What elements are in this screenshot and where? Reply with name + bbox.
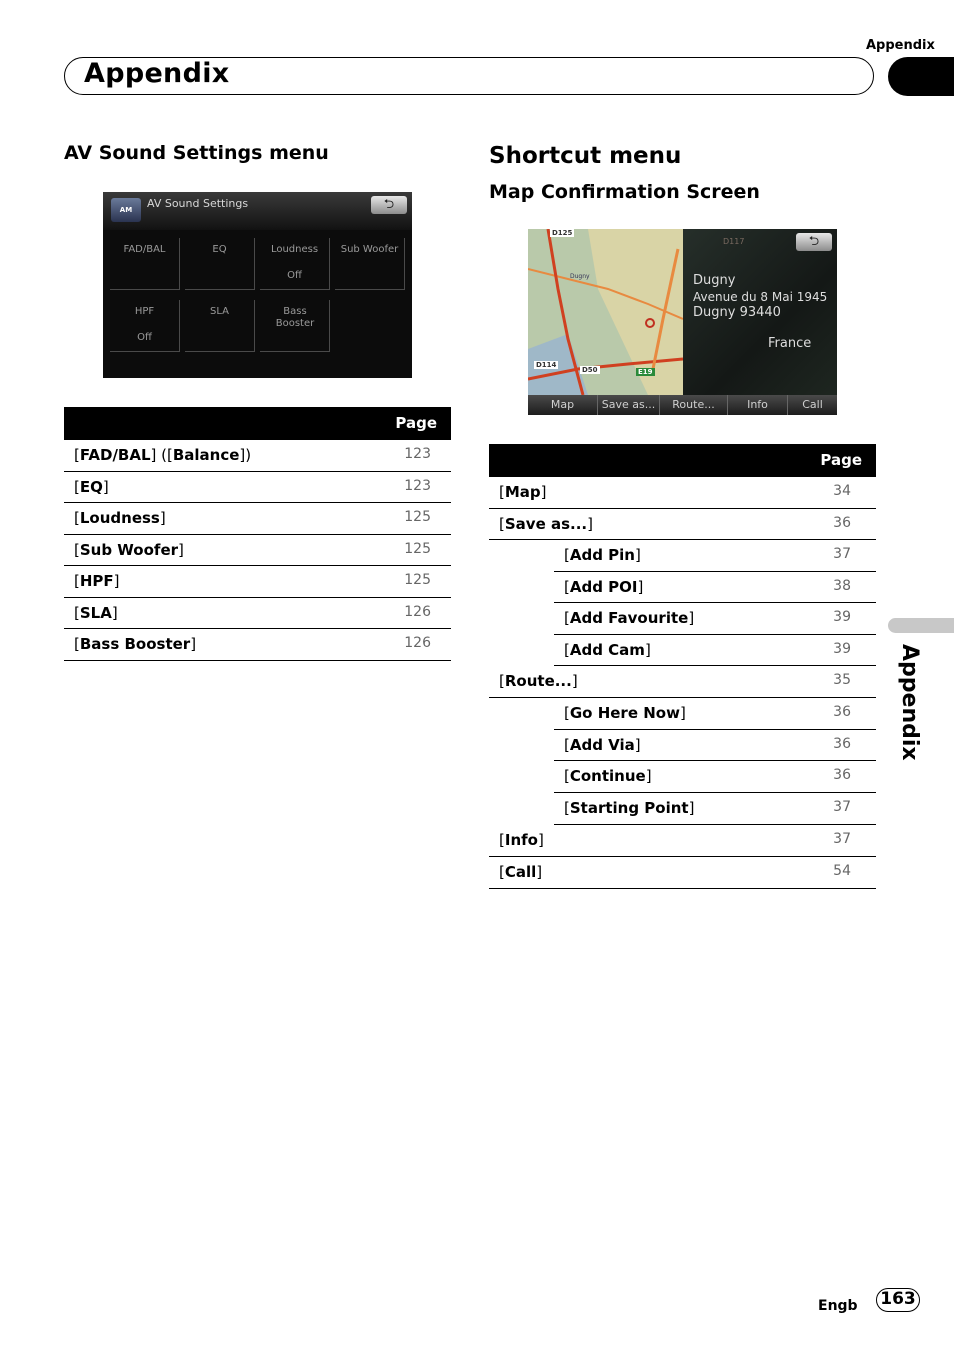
map-button-bar	[528, 395, 837, 415]
running-header-label: Appendix	[866, 38, 935, 53]
page-number: 163	[876, 1288, 920, 1312]
country-label: France	[768, 336, 812, 351]
language-code: Engb	[818, 1298, 858, 1314]
fad-bal-button[interactable]: FAD/BAL	[110, 238, 180, 290]
road-label: D117	[723, 237, 745, 246]
sla-button[interactable]: SLA	[185, 300, 255, 352]
hpf-button[interactable]: HPF Off	[110, 300, 180, 352]
table-row: [SLA] 126	[64, 598, 451, 629]
map-roads-graphic	[528, 229, 683, 395]
table-row: [Route...] 35	[489, 666, 876, 698]
side-tab-label: Appendix	[897, 644, 922, 761]
address-line: Dugny 93440	[693, 305, 781, 320]
table-row: [Call] 54	[489, 857, 876, 889]
table-row: [Continue] 36	[554, 761, 876, 793]
table-row: [Save as...] 36	[489, 509, 876, 540]
shortcut-menu-table	[489, 444, 876, 889]
address-line: Avenue du 8 Mai 1945	[693, 290, 828, 304]
table-row: [Map] 34	[489, 477, 876, 509]
section-tab-marker	[888, 57, 954, 96]
table-row: [Sub Woofer] 125	[64, 535, 451, 566]
table-row: [Add POI] 38	[554, 572, 876, 603]
route-button[interactable]: Route...	[660, 395, 728, 415]
back-arrow-icon[interactable]: ⮌	[371, 196, 407, 214]
road-label: D50	[582, 366, 598, 374]
source-icon: AM	[111, 198, 141, 222]
side-tab-marker	[888, 618, 954, 633]
table-header: Page	[64, 407, 451, 440]
sub-woofer-button[interactable]: Sub Woofer	[335, 238, 405, 290]
bass-booster-button[interactable]: Bass Booster	[260, 300, 330, 352]
av-sound-heading: AV Sound Settings menu	[64, 142, 329, 164]
table-row: [Add Cam] 39	[554, 635, 876, 666]
table-row: [Starting Point] 37	[554, 793, 876, 825]
map-confirmation-heading: Map Confirmation Screen	[489, 181, 760, 203]
eq-button[interactable]: EQ	[185, 238, 255, 290]
shortcut-menu-heading: Shortcut menu	[489, 143, 682, 169]
back-arrow-icon[interactable]: ⮌	[796, 233, 832, 251]
info-button[interactable]: Info	[728, 395, 788, 415]
table-row: [Add Via] 36	[554, 730, 876, 761]
road-label: D114	[536, 361, 557, 369]
save-as-button[interactable]: Save as...	[598, 395, 660, 415]
side-tab	[889, 644, 923, 761]
table-row: [Loudness] 125	[64, 503, 451, 535]
screen-title: AV Sound Settings	[147, 197, 249, 210]
table-row: [Add Pin] 37	[554, 540, 876, 572]
table-row: [HPF] 125	[64, 566, 451, 598]
table-row: [FAD/BAL] ([Balance]) 123	[64, 440, 451, 472]
table-row: [EQ] 123	[64, 472, 451, 503]
map-view	[528, 229, 683, 395]
av-sound-settings-screenshot	[103, 192, 412, 378]
map-confirmation-screenshot	[528, 229, 837, 415]
address-line: Dugny	[693, 273, 736, 288]
road-label: Dugny	[570, 273, 590, 280]
road-label: D125	[552, 229, 573, 237]
table-row: [Bass Booster] 126	[64, 629, 451, 661]
av-sound-table	[64, 407, 451, 661]
table-header: Page	[489, 444, 876, 477]
table-row: [Info] 37	[489, 825, 876, 857]
loudness-button[interactable]: Loudness Off	[260, 238, 330, 290]
road-label: E19	[638, 368, 653, 376]
table-row: [Add Favourite] 39	[554, 603, 876, 635]
call-button[interactable]: Call	[802, 398, 823, 411]
map-button[interactable]: Map	[528, 395, 598, 415]
address-panel	[683, 229, 837, 395]
page-title: Appendix	[84, 58, 230, 89]
table-row: [Go Here Now] 36	[554, 698, 876, 730]
